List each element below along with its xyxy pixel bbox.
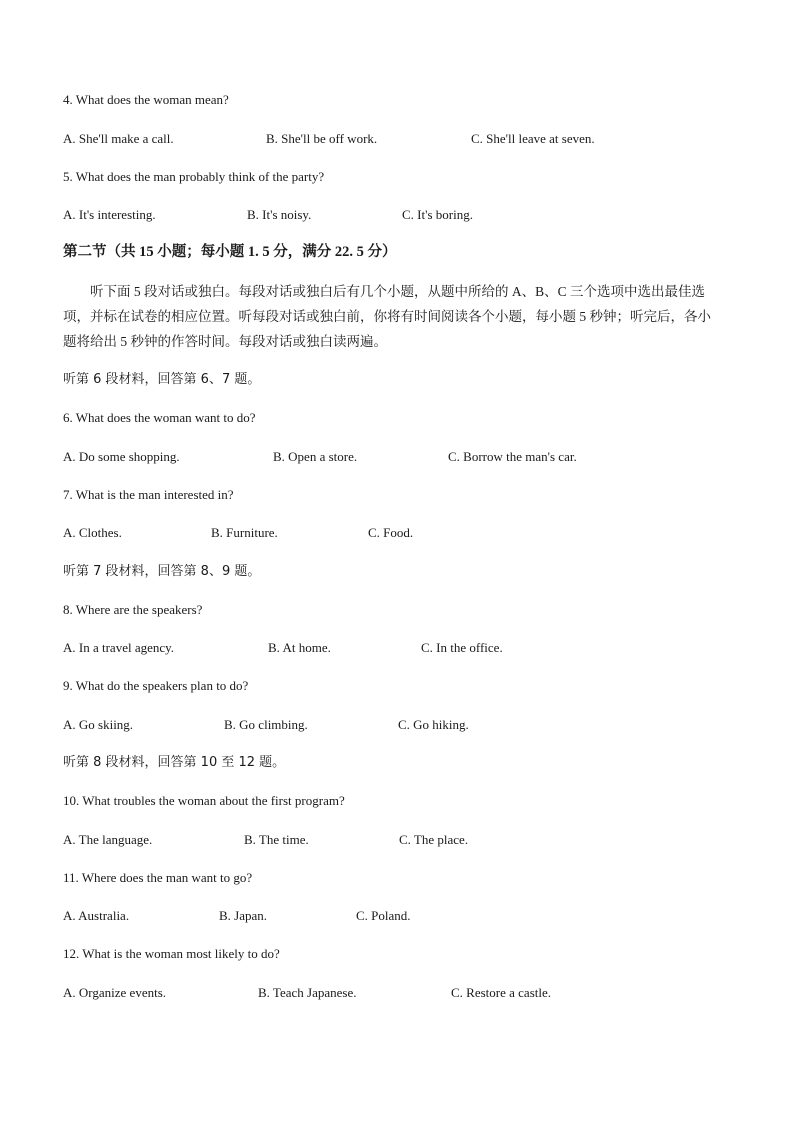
options-4 xyxy=(63,131,763,147)
options-6 xyxy=(63,449,763,465)
option-4b[interactable]: B. She'll be off work. xyxy=(266,131,378,146)
question-11: 11. Where does the man want to go? xyxy=(63,870,253,885)
options-8 xyxy=(63,640,763,656)
option-5a[interactable]: A. It's interesting. xyxy=(63,207,156,222)
option-10a[interactable]: A. The language. xyxy=(63,832,153,847)
option-8a[interactable]: A. In a travel agency. xyxy=(63,640,175,655)
section-heading: 第二节（共 15 小题；每小题 1. 5 分，满分 22. 5 分） xyxy=(63,244,397,260)
group-label-8: 听第 8 段材料，回答第 10 至 12 题。 xyxy=(63,755,286,770)
option-6c[interactable]: C. Borrow the man's car. xyxy=(448,449,577,464)
question-8: 8. Where are the speakers? xyxy=(63,602,203,617)
options-7 xyxy=(63,525,763,541)
question-10: 10. What troubles the woman about the first program? xyxy=(63,793,345,808)
option-5c[interactable]: C. It's boring. xyxy=(402,207,473,222)
question-12: 12. What is the woman most likely to do? xyxy=(63,946,280,961)
options-9 xyxy=(63,717,763,733)
option-9c[interactable]: C. Go hiking. xyxy=(398,717,469,732)
section-instructions: 听下面 5 段对话或独白。每段对话或独白后有几个小题，从题中所给的 A、B、C 三个选项中选出最佳选项，并标在试卷的相应位置。听每段对话或独白前，你将有时间阅读各个小题，每小题 5 秒钟；听完后，各小题将给出 5 秒钟的作答时间。每段对话或独白读两遍。 xyxy=(63,284,711,349)
option-12c[interactable]: C. Restore a castle. xyxy=(451,985,551,1000)
question-6: 6. What does the woman want to do? xyxy=(63,410,256,425)
question-7: 7. What is the man interested in? xyxy=(63,487,234,502)
option-8c[interactable]: C. In the office. xyxy=(421,640,503,655)
option-12b[interactable]: B. Teach Japanese. xyxy=(258,985,357,1000)
options-12 xyxy=(63,985,763,1001)
option-5b[interactable]: B. It's noisy. xyxy=(247,207,312,222)
options-5 xyxy=(63,207,763,223)
option-9b[interactable]: B. Go climbing. xyxy=(224,717,308,732)
option-8b[interactable]: B. At home. xyxy=(268,640,331,655)
option-4c[interactable]: C. She'll leave at seven. xyxy=(471,131,595,146)
option-11b[interactable]: B. Japan. xyxy=(219,908,268,923)
option-10c[interactable]: C. The place. xyxy=(399,832,469,847)
option-10b[interactable]: B. The time. xyxy=(244,832,309,847)
option-7b[interactable]: B. Furniture. xyxy=(211,525,278,540)
options-10 xyxy=(63,832,763,848)
option-12a[interactable]: A. Organize events. xyxy=(63,985,167,1000)
option-11a[interactable]: A. Australia. xyxy=(63,908,130,923)
group-label-7: 听第 7 段材料，回答第 8、9 题。 xyxy=(63,564,261,579)
option-4a[interactable]: A. She'll make a call. xyxy=(63,131,174,146)
option-9a[interactable]: A. Go skiing. xyxy=(63,717,134,732)
group-label-6: 听第 6 段材料，回答第 6、7 题。 xyxy=(63,372,261,387)
option-7a[interactable]: A. Clothes. xyxy=(63,525,122,540)
question-4: 4. What does the woman mean? xyxy=(63,92,229,107)
options-11 xyxy=(63,908,763,924)
question-5: 5. What does the man probably think of the party? xyxy=(63,169,325,184)
question-9: 9. What do the speakers plan to do? xyxy=(63,678,249,693)
option-7c[interactable]: C. Food. xyxy=(368,525,414,540)
option-11c[interactable]: C. Poland. xyxy=(356,908,411,923)
option-6b[interactable]: B. Open a store. xyxy=(273,449,358,464)
option-6a[interactable]: A. Do some shopping. xyxy=(63,449,180,464)
